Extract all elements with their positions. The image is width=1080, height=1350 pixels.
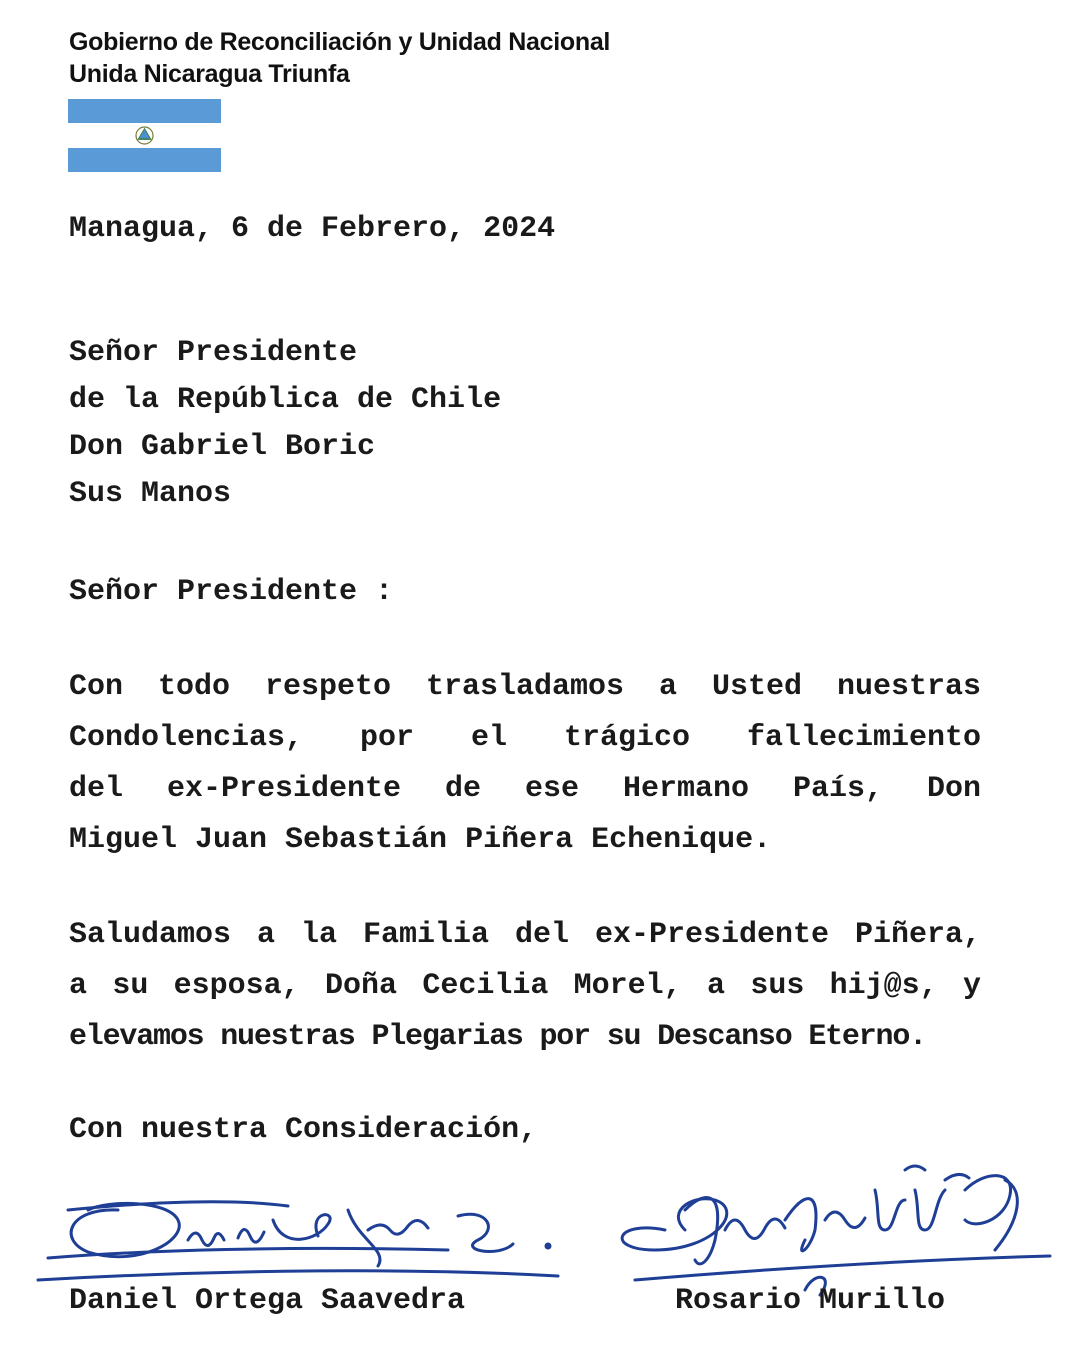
letter-date: Managua, 6 de Febrero, 2024 [69, 212, 556, 246]
nicaragua-flag-icon [68, 99, 221, 172]
letterhead-government-name: Gobierno de Reconciliación y Unidad Nacional [69, 28, 611, 56]
signer-name-right: Rosario Murillo [675, 1284, 946, 1318]
letterhead [69, 26, 610, 90]
paragraph-line: Saludamos a la Familia del ex-Presidente Piñera, [69, 918, 981, 952]
paragraph-line: Condolencias, por el trágico fallecimiento [69, 721, 981, 755]
paragraph-line: elevamos nuestras Plegarias por su Descanso Eterno. [69, 1020, 926, 1054]
addressee-line: Señor Presidente [69, 336, 358, 370]
paragraph-line: a su esposa, Doña Cecilia Morel, a sus hij@s, y [69, 969, 981, 1003]
paragraph-line: del ex-Presidente de ese Hermano País, Don [69, 772, 981, 806]
closing-line: Con nuestra Consideración, [69, 1113, 538, 1147]
letterhead-slogan: Unida Nicaragua Triunfa [69, 60, 350, 88]
signature-daniel-ortega [28, 1180, 568, 1295]
body-paragraph-greetings [69, 910, 981, 1063]
body-paragraph-condolences [69, 662, 981, 866]
salutation: Señor Presidente : [69, 575, 394, 609]
signer-name-left: Daniel Ortega Saavedra [69, 1284, 466, 1318]
addressee-line: de la República de Chile [69, 383, 502, 417]
addressee-block [69, 330, 501, 518]
addressee-line: Sus Manos [69, 477, 232, 511]
addressee-line: Don Gabriel Boric [69, 430, 376, 464]
paragraph-line: Miguel Juan Sebastián Piñera Echenique. [69, 823, 772, 857]
paragraph-line: Con todo respeto trasladamos a Usted nuestras [69, 670, 981, 704]
